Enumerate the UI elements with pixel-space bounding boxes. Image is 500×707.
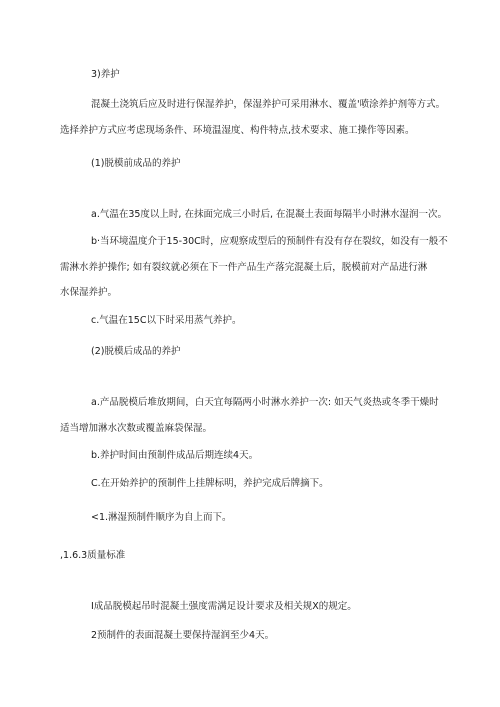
paragraph-line: 需淋水养护操作; 如有裂纹就必须在下一件产品生产落完混凝土后，脱模前对产品进行淋 <box>60 262 428 273</box>
paragraph-line: 选择养护方式应考虑现场条件、环境温湿度、构件特点,技术要求、施工操作等因素。 <box>60 125 415 136</box>
paragraph-line: 水保湿养护。 <box>60 287 118 298</box>
paragraph-line: 适当增加淋水次数或覆盖麻袋保湿。 <box>60 423 213 434</box>
paragraph-line: <1.淋湿预制件顺序为自上而下。 <box>91 512 232 523</box>
paragraph-line: I成品脱模起吊时混凝土强度需满足设计要求及相关规X的规定。 <box>91 601 357 612</box>
paragraph-line: 混凝土浇筑后应及时进行保湿养护，保湿养护可采用淋水、覆盖'喷涂养护剂等方式。 <box>91 99 446 110</box>
subheading-after-demolding: (2)脱模后成品的养护 <box>91 346 181 357</box>
paragraph-line: c.气温在15C以下时采用蒸气养护。 <box>91 315 242 326</box>
paragraph-line: a.产品脱模后堆放期间，白天宜每隔两小时淋水养护一次: 如天气炎热或冬季干燥时 <box>91 397 439 408</box>
section-heading-curing: 3)养护 <box>91 69 120 80</box>
paragraph-line: b.养护时间由预制件成品后期连续4天。 <box>91 450 259 461</box>
paragraph-line: a.气温在35度以上时, 在抹面完成三小时后, 在混凝土表面每隔半小时淋水湿润一次。 <box>91 209 448 220</box>
paragraph-line: C.在开始养护的预制件上挂牌标明，养护完成后牌摘下。 <box>91 478 329 489</box>
paragraph-line: b·当环境温度介于15-30C时，应观察成型后的预制件有没有存在裂纹，如没有一般不 <box>91 236 448 247</box>
subheading-before-demolding: (1)脱模前成品的养护 <box>91 158 181 169</box>
paragraph-line: 2预制件的表面混凝土要保持湿润至少4天。 <box>91 630 275 641</box>
section-heading-quality-standard: ,1.6.3质量标准 <box>60 550 126 561</box>
